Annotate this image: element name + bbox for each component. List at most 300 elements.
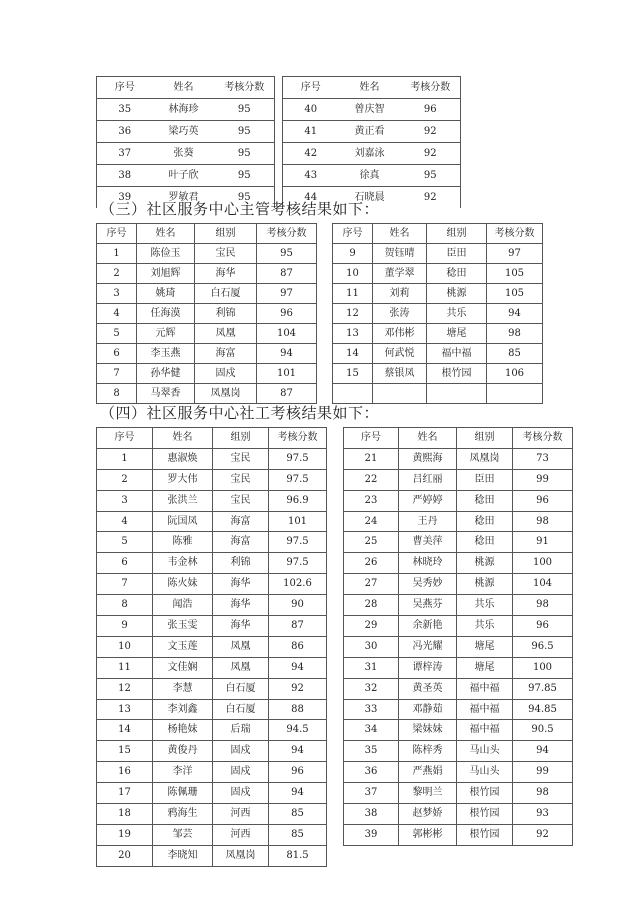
table-cell: 宝民	[213, 448, 269, 469]
header-cell: 姓名	[137, 224, 195, 244]
table-cell: 海华	[213, 574, 269, 595]
table-cell: 38	[97, 165, 153, 187]
table-cell: 河西	[213, 804, 269, 825]
table-cell: 36	[344, 762, 399, 783]
table-cell: 91	[513, 532, 573, 553]
table-cell: 宝民	[195, 244, 257, 264]
table-cell: 李慧	[153, 678, 213, 699]
table-cell: 张涛	[373, 304, 427, 324]
table-cell: 王丹	[399, 511, 457, 532]
table-row	[344, 804, 573, 825]
table-cell: 96	[257, 304, 317, 324]
table-cell: 10	[97, 636, 153, 657]
table-cell	[487, 384, 543, 404]
supervisor-table-right	[332, 223, 543, 404]
top-table-right	[282, 76, 461, 208]
table-cell: 96	[269, 762, 327, 783]
table-cell: 黄圣英	[399, 678, 457, 699]
table-cell: 凤凰岗	[195, 384, 257, 404]
header-cell: 组别	[213, 428, 269, 449]
table-cell: 黄俊丹	[153, 741, 213, 762]
table-row	[97, 574, 327, 595]
table-row	[333, 244, 543, 264]
table-row	[97, 699, 327, 720]
table-row	[344, 574, 573, 595]
table-row	[97, 448, 327, 469]
table-cell: 95	[215, 121, 275, 143]
table-row	[97, 99, 275, 121]
table-cell: 宝民	[213, 469, 269, 490]
table-cell: 桃源	[427, 284, 487, 304]
table-cell: 85	[487, 344, 543, 364]
table-cell: 100	[513, 553, 573, 574]
table-cell: 42	[283, 143, 339, 165]
table-cell: 罗大伟	[153, 469, 213, 490]
table-row	[97, 804, 327, 825]
table-cell: 刘莉	[373, 284, 427, 304]
table-row	[97, 595, 327, 616]
table-row	[97, 845, 327, 866]
table-cell: 99	[513, 469, 573, 490]
table-cell: 101	[269, 511, 327, 532]
table-cell: 文佳娴	[153, 657, 213, 678]
table-cell: 17	[97, 783, 153, 804]
table-cell: 任海漠	[137, 304, 195, 324]
table-cell: 根竹园	[427, 364, 487, 384]
table-cell: 林海珍	[153, 99, 215, 121]
table-cell: 97.5	[269, 553, 327, 574]
table-row	[333, 344, 543, 364]
table-cell: 95	[215, 143, 275, 165]
table-cell: 25	[344, 532, 399, 553]
table-cell: 赵梦娇	[399, 804, 457, 825]
table-row	[344, 720, 573, 741]
table-cell: 闻浩	[153, 595, 213, 616]
table-cell: 1	[97, 448, 153, 469]
table-cell: 96	[401, 99, 461, 121]
table-cell: 35	[344, 741, 399, 762]
table-cell: 96.9	[269, 490, 327, 511]
table-header	[283, 77, 461, 99]
table-cell: 严燕娟	[399, 762, 457, 783]
section3-heading: （三）社区服务中心主管考核结果如下：	[100, 200, 380, 218]
table-cell: 95	[215, 187, 275, 209]
table-cell: 海华	[213, 616, 269, 637]
table-cell: 92	[401, 143, 461, 165]
table-cell: 元辉	[137, 324, 195, 344]
table-cell: 11	[333, 284, 373, 304]
table-row	[283, 99, 461, 121]
table-cell: 7	[97, 574, 153, 595]
header-cell: 考核分数	[487, 224, 543, 244]
table-cell: 94.85	[513, 699, 573, 720]
table-cell: 98	[513, 595, 573, 616]
table-row	[344, 616, 573, 637]
table-row	[97, 324, 317, 344]
header-cell: 序号	[344, 428, 399, 449]
table-cell: 44	[283, 187, 339, 209]
table-cell: 90.5	[513, 720, 573, 741]
table-cell: 固戍	[195, 364, 257, 384]
table-cell: 海富	[213, 532, 269, 553]
table-cell: 23	[344, 490, 399, 511]
table-cell: 凤凰	[213, 657, 269, 678]
header-cell: 组别	[195, 224, 257, 244]
table-cell: 林晓玲	[399, 553, 457, 574]
table-cell: 97.85	[513, 678, 573, 699]
table-cell: 37	[97, 143, 153, 165]
table-cell: 稔田	[457, 511, 513, 532]
table-cell: 郭彬彬	[399, 824, 457, 845]
table-cell: 9	[97, 616, 153, 637]
table-row	[333, 324, 543, 344]
table-row	[97, 783, 327, 804]
table-cell: 98	[513, 511, 573, 532]
table-cell: 曹美萍	[399, 532, 457, 553]
table-header	[333, 224, 543, 244]
table-header	[344, 428, 573, 449]
table-cell: 根竹园	[457, 804, 513, 825]
table-cell: 惠淑焕	[153, 448, 213, 469]
table-cell: 韦金林	[153, 553, 213, 574]
table-cell: 96	[513, 616, 573, 637]
table-row	[344, 490, 573, 511]
table-row	[97, 344, 317, 364]
table-cell: 90	[269, 595, 327, 616]
table-row	[97, 824, 327, 845]
table-cell: 95	[215, 99, 275, 121]
table-cell: 孙华健	[137, 364, 195, 384]
table-cell: 严婷婷	[399, 490, 457, 511]
table-cell: 33	[344, 699, 399, 720]
table-cell: 黄正看	[339, 121, 401, 143]
table-cell: 海富	[213, 511, 269, 532]
header-cell: 考核分数	[257, 224, 317, 244]
table-cell: 根竹园	[457, 824, 513, 845]
table-cell: 15	[97, 741, 153, 762]
table-cell: 12	[97, 678, 153, 699]
table-row	[344, 532, 573, 553]
table-cell: 鸦海生	[153, 804, 213, 825]
table-row	[97, 284, 317, 304]
table-cell: 石晓晨	[339, 187, 401, 209]
table-cell: 马翠香	[137, 384, 195, 404]
table-cell: 97.5	[269, 532, 327, 553]
table-cell: 81.5	[269, 845, 327, 866]
table-cell: 94	[513, 741, 573, 762]
header-cell: 考核分数	[215, 77, 275, 99]
table-cell: 95	[215, 165, 275, 187]
table-cell: 22	[344, 469, 399, 490]
table-cell: 29	[344, 616, 399, 637]
table-cell: 谭梓涛	[399, 657, 457, 678]
table-cell: 43	[283, 165, 339, 187]
table-cell: 福中福	[457, 720, 513, 741]
table-cell: 罗敏君	[153, 187, 215, 209]
table-cell: 邓伟彬	[373, 324, 427, 344]
table-cell: 39	[97, 187, 153, 209]
table-cell: 黎明兰	[399, 783, 457, 804]
header-cell: 组别	[427, 224, 487, 244]
table-cell: 白石厦	[195, 284, 257, 304]
table-cell: 100	[513, 657, 573, 678]
table-row	[333, 364, 543, 384]
header-cell: 考核分数	[269, 428, 327, 449]
table-cell: 37	[344, 783, 399, 804]
table-cell: 5	[97, 324, 137, 344]
table-cell: 96.5	[513, 636, 573, 657]
table-cell: 根竹园	[457, 783, 513, 804]
table-cell: 桃源	[457, 574, 513, 595]
table-row	[333, 284, 543, 304]
table-row	[344, 762, 573, 783]
table-row	[344, 783, 573, 804]
table-cell: 刘旭辉	[137, 264, 195, 284]
table-cell: 106	[487, 364, 543, 384]
table-cell: 97.5	[269, 469, 327, 490]
table-cell: 福中福	[457, 699, 513, 720]
table-cell: 4	[97, 511, 153, 532]
table-row	[97, 244, 317, 264]
table-cell: 73	[513, 448, 573, 469]
header-cell: 姓名	[153, 77, 215, 99]
table-cell: 马山头	[457, 741, 513, 762]
table-cell: 96	[513, 490, 573, 511]
table-cell: 85	[269, 824, 327, 845]
header-cell: 考核分数	[401, 77, 461, 99]
table-cell: 95	[257, 244, 317, 264]
table-cell: 吴燕芬	[399, 595, 457, 616]
table-cell: 福中福	[457, 678, 513, 699]
table-header	[97, 428, 327, 449]
table-cell: 文玉莲	[153, 636, 213, 657]
table-row	[97, 657, 327, 678]
table-row	[97, 720, 327, 741]
table-cell: 塘尾	[457, 636, 513, 657]
table-cell: 阮国凤	[153, 511, 213, 532]
table-cell: 4	[97, 304, 137, 324]
table-row	[97, 469, 327, 490]
table-cell: 86	[269, 636, 327, 657]
table-cell	[427, 384, 487, 404]
table-cell: 凤凰	[195, 324, 257, 344]
table-cell: 105	[487, 264, 543, 284]
header-cell: 序号	[333, 224, 373, 244]
table-cell: 陈俭玉	[137, 244, 195, 264]
table-cell: 13	[333, 324, 373, 344]
table-cell	[333, 384, 373, 404]
header-cell: 姓名	[153, 428, 213, 449]
table-cell: 93	[513, 804, 573, 825]
table-cell: 98	[487, 324, 543, 344]
table-cell: 13	[97, 699, 153, 720]
table-cell: 92	[401, 121, 461, 143]
table-cell: 36	[97, 121, 153, 143]
table-cell: 2	[97, 264, 137, 284]
table-cell: 固戍	[213, 762, 269, 783]
table-row	[333, 264, 543, 284]
table-cell	[373, 384, 427, 404]
table-cell: 20	[97, 845, 153, 866]
table-row	[333, 304, 543, 324]
table-cell: 陈佩珊	[153, 783, 213, 804]
table-row	[97, 616, 327, 637]
table-cell: 87	[257, 264, 317, 284]
table-row	[333, 384, 543, 404]
table-cell: 41	[283, 121, 339, 143]
table-cell: 16	[97, 762, 153, 783]
table-cell: 徐真	[339, 165, 401, 187]
table-cell: 张葵	[153, 143, 215, 165]
table-cell: 李晓知	[153, 845, 213, 866]
table-cell: 99	[513, 762, 573, 783]
table-cell: 张玉雯	[153, 616, 213, 637]
table-cell: 105	[487, 284, 543, 304]
social-worker-table-left	[96, 427, 327, 867]
table-cell: 贺钰晴	[373, 244, 427, 264]
table-cell: 李刘鑫	[153, 699, 213, 720]
header-cell: 姓名	[373, 224, 427, 244]
table-row	[344, 469, 573, 490]
table-row	[97, 121, 275, 143]
table-cell: 利锦	[195, 304, 257, 324]
table-cell: 李玉燕	[137, 344, 195, 364]
table-cell: 11	[97, 657, 153, 678]
table-cell: 邹芸	[153, 824, 213, 845]
table-cell: 凤凰	[213, 636, 269, 657]
table-cell: 97	[487, 244, 543, 264]
table-cell: 5	[97, 532, 153, 553]
table-cell: 刘嘉泳	[339, 143, 401, 165]
table-cell: 88	[269, 699, 327, 720]
top-table-left	[96, 76, 275, 208]
header-cell: 组别	[457, 428, 513, 449]
table-cell: 14	[333, 344, 373, 364]
table-cell: 凤凰岗	[457, 448, 513, 469]
table-cell: 97.5	[269, 448, 327, 469]
table-cell: 92	[401, 187, 461, 209]
header-cell: 序号	[283, 77, 339, 99]
table-cell: 凤凰岗	[213, 845, 269, 866]
table-cell: 吴秀妙	[399, 574, 457, 595]
table-cell: 陈雅	[153, 532, 213, 553]
table-cell: 10	[333, 264, 373, 284]
table-row	[97, 364, 317, 384]
table-row	[97, 636, 327, 657]
table-cell: 河西	[213, 824, 269, 845]
table-row	[344, 448, 573, 469]
table-cell: 35	[97, 99, 153, 121]
table-cell: 杨艳妹	[153, 720, 213, 741]
table-cell: 白石厦	[213, 678, 269, 699]
table-cell: 27	[344, 574, 399, 595]
table-cell: 39	[344, 824, 399, 845]
table-cell: 马山头	[457, 762, 513, 783]
table-cell: 104	[513, 574, 573, 595]
table-row	[344, 595, 573, 616]
table-header	[97, 224, 317, 244]
table-row	[97, 553, 327, 574]
table-cell: 87	[269, 616, 327, 637]
table-cell: 40	[283, 99, 339, 121]
table-cell: 叶子欣	[153, 165, 215, 187]
table-row	[97, 384, 317, 404]
table-cell: 何武悦	[373, 344, 427, 364]
table-row	[97, 304, 317, 324]
table-cell: 陈火妹	[153, 574, 213, 595]
table-row	[344, 699, 573, 720]
table-cell: 桃源	[457, 553, 513, 574]
table-cell: 94	[269, 741, 327, 762]
table-row	[97, 511, 327, 532]
table-cell: 94	[487, 304, 543, 324]
table-cell: 张洪兰	[153, 490, 213, 511]
table-cell: 24	[344, 511, 399, 532]
table-cell: 18	[97, 804, 153, 825]
table-cell: 固戍	[213, 783, 269, 804]
table-cell: 福中福	[427, 344, 487, 364]
table-cell: 38	[344, 804, 399, 825]
supervisor-table-left	[96, 223, 317, 404]
table-row	[344, 657, 573, 678]
table-row	[283, 165, 461, 187]
table-cell: 30	[344, 636, 399, 657]
table-cell: 塘尾	[427, 324, 487, 344]
table-cell: 6	[97, 344, 137, 364]
table-cell: 曾庆智	[339, 99, 401, 121]
table-cell: 94	[269, 657, 327, 678]
table-row	[97, 143, 275, 165]
table-cell: 101	[257, 364, 317, 384]
table-cell: 92	[513, 824, 573, 845]
table-cell: 6	[97, 553, 153, 574]
table-cell: 7	[97, 364, 137, 384]
table-cell: 梁巧英	[153, 121, 215, 143]
table-row	[344, 824, 573, 845]
table-cell: 海华	[195, 264, 257, 284]
table-cell: 臣田	[457, 469, 513, 490]
header-cell: 考核分数	[513, 428, 573, 449]
table-cell: 92	[269, 678, 327, 699]
table-cell: 3	[97, 284, 137, 304]
table-cell: 97	[257, 284, 317, 304]
table-cell: 8	[97, 384, 137, 404]
table-cell: 稔田	[457, 490, 513, 511]
table-cell: 李洋	[153, 762, 213, 783]
table-cell: 邓静茹	[399, 699, 457, 720]
table-row	[344, 511, 573, 532]
table-cell: 余新艳	[399, 616, 457, 637]
table-cell: 臣田	[427, 244, 487, 264]
table-cell: 姚琦	[137, 284, 195, 304]
table-cell: 白石厦	[213, 699, 269, 720]
table-cell: 2	[97, 469, 153, 490]
table-cell: 共乐	[427, 304, 487, 324]
table-cell: 9	[333, 244, 373, 264]
table-cell: 8	[97, 595, 153, 616]
table-cell: 共乐	[457, 595, 513, 616]
table-cell: 黄熙海	[399, 448, 457, 469]
table-cell: 87	[257, 384, 317, 404]
table-cell: 94	[269, 783, 327, 804]
table-cell: 梁妹妹	[399, 720, 457, 741]
table-cell: 94	[257, 344, 317, 364]
social-worker-table-right	[343, 427, 573, 846]
table-row	[344, 741, 573, 762]
table-cell: 28	[344, 595, 399, 616]
table-cell: 塘尾	[457, 657, 513, 678]
table-cell: 31	[344, 657, 399, 678]
